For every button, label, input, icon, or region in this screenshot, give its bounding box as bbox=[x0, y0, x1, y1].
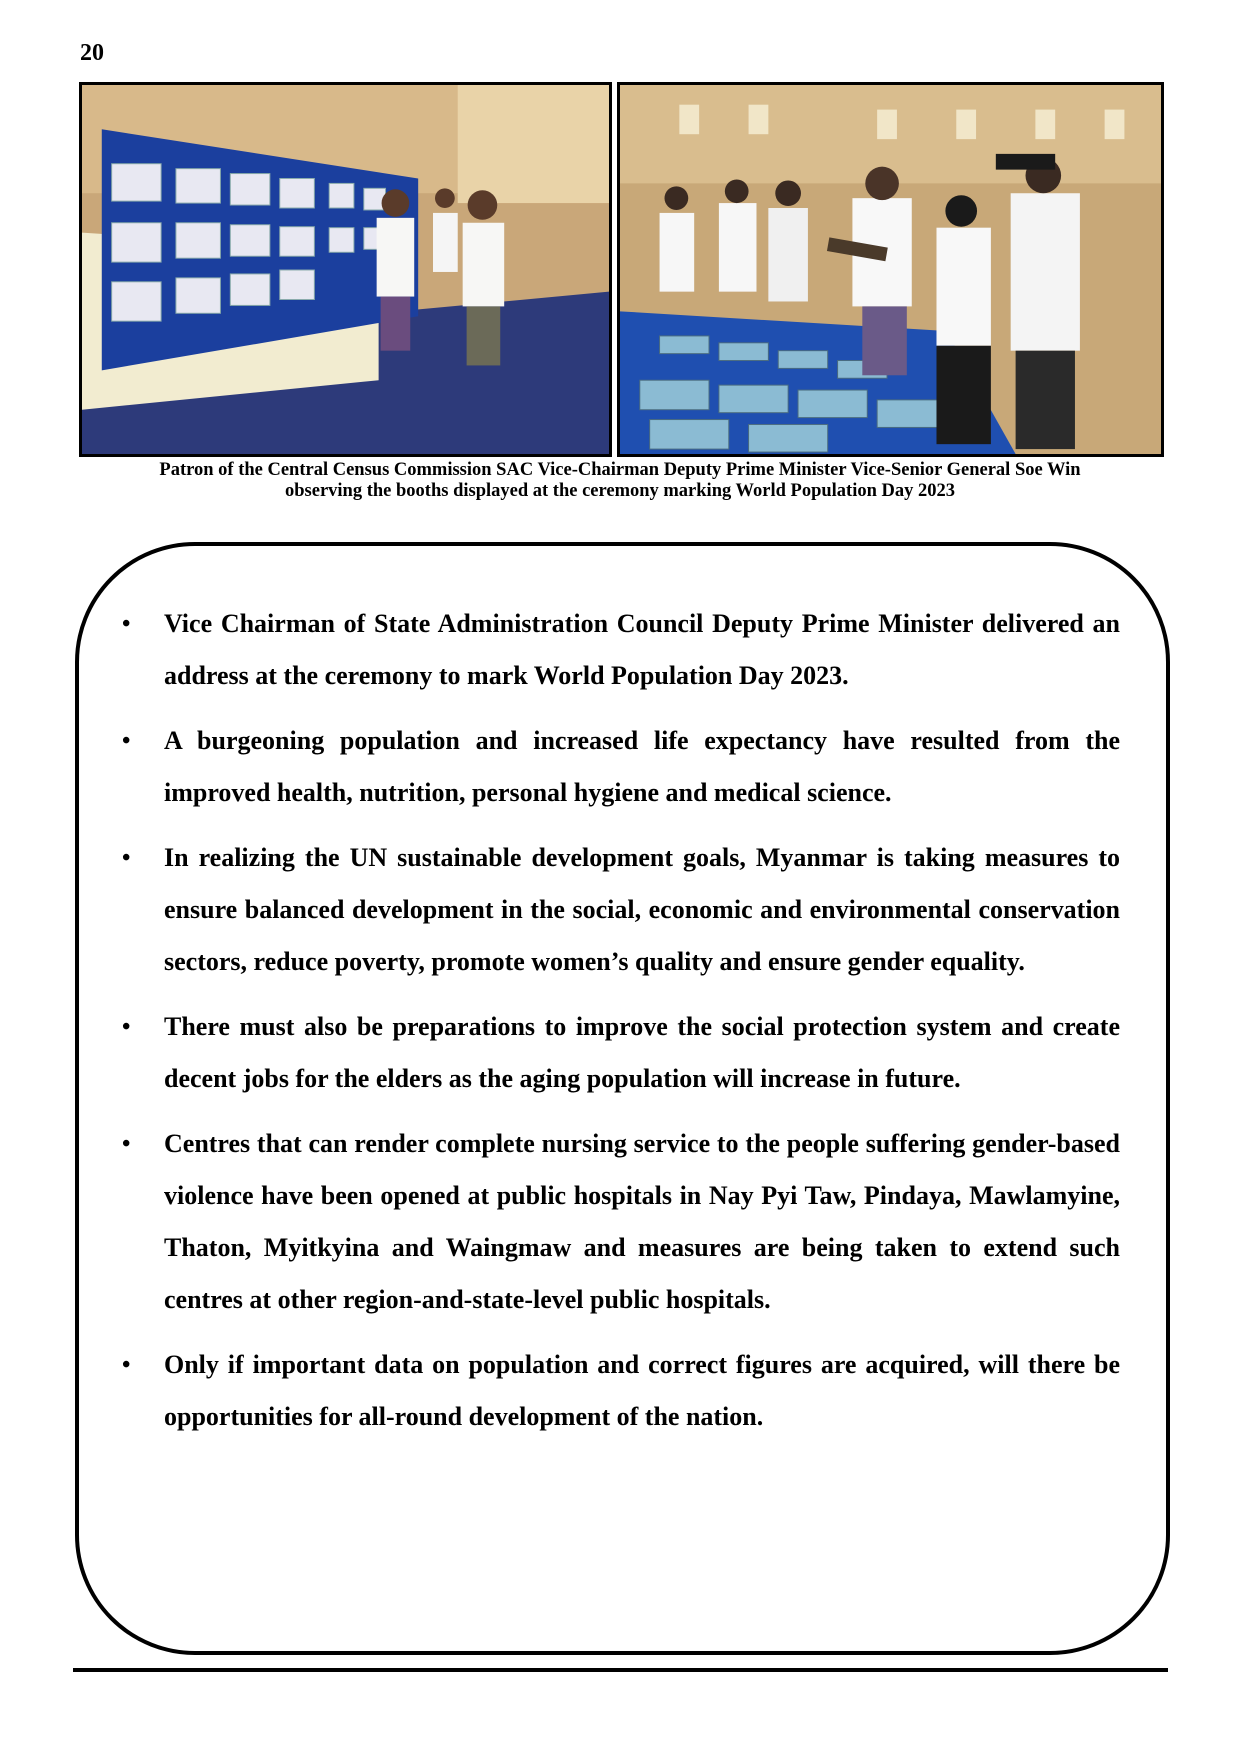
list-item: • There must also be preparations to improve the social protection system and create decent jobs for the elders as the aging population will increase in future. bbox=[120, 1001, 1120, 1105]
list-item: • In realizing the UN sustainable development goals, Myanmar is taking measures to ensure balanced development in the social, economic and environmental conservation sectors, reduce poverty, promote women’s quality and ensure gender equality. bbox=[120, 832, 1120, 988]
list-item: • A burgeoning population and increased life expectancy have resulted from the improved health, nutrition, personal hygiene and medical science. bbox=[120, 715, 1120, 819]
caption-line-1: Patron of the Central Census Commission SAC Vice-Chairman Deputy Prime Minister Vice-Senior General Soe Win bbox=[159, 460, 1081, 480]
photo-booth-documents bbox=[617, 82, 1164, 457]
list-item: • Vice Chairman of State Administration Council Deputy Prime Minister delivered an address at the ceremony to mark World Population Day 2023. bbox=[120, 598, 1120, 702]
list-item: • Centres that can render complete nursing service to the people suffering gender-based violence have been opened at public hospitals in Nay Pyi Taw, Pindaya, Mawlamyine, Thaton, Myitkyina and Waingmaw and measures are being taken to extend such centres at other region-and-state-level public hospitals. bbox=[120, 1118, 1120, 1326]
photo-caption bbox=[70, 460, 1170, 502]
key-points-list bbox=[120, 598, 1120, 1456]
bottom-rule bbox=[73, 1668, 1168, 1672]
exhibition-photo-icon bbox=[620, 85, 1161, 454]
exhibition-photo-icon bbox=[82, 85, 609, 454]
list-item: • Only if important data on population and correct figures are acquired, will there be opportunities for all-round development of the nation. bbox=[120, 1339, 1120, 1443]
page-number: 20 bbox=[80, 40, 104, 66]
photo-booth-gallery bbox=[79, 82, 612, 457]
caption-line-2: observing the booths displayed at the ceremony marking World Population Day 2023 bbox=[285, 481, 955, 501]
